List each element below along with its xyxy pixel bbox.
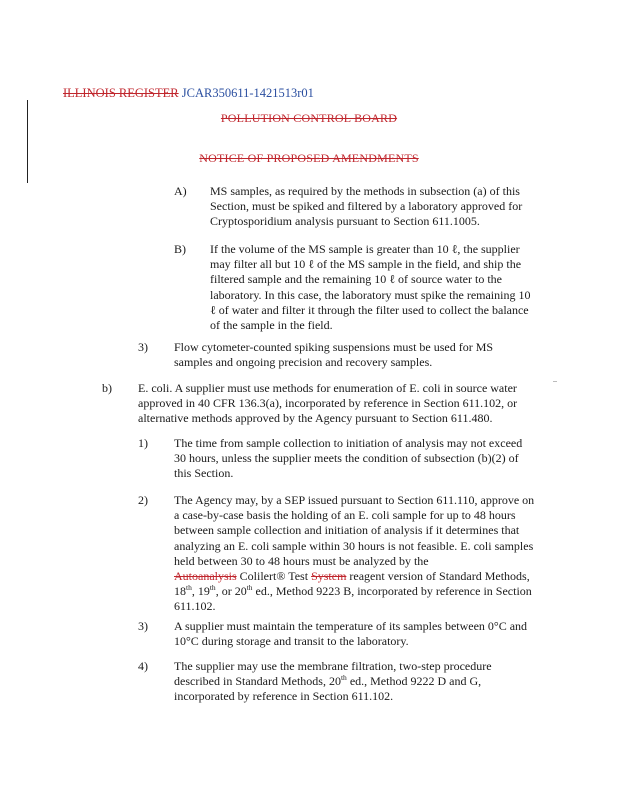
item-label: 2) <box>138 493 148 507</box>
item-b-text: If the volume of the MS sample is greater than 10 ℓ, the supplier may filter all but 10 ℓ of the MS sample in the field, and ship the filtered sample and the remaining 10 ℓ of source water to the laboratory. In this case, the laboratory must spike the remaining 10 ℓ of water and filter it through the filter used to collect the balance of the sample in the field. <box>210 242 531 333</box>
item-b4-text <box>174 659 504 705</box>
ordinal-suffix: th <box>340 673 347 683</box>
item-b3-text: A supplier must maintain the temperature of its samples between 0°C and 10°C during storage and transit to the laboratory. <box>174 619 528 649</box>
item-label: 1) <box>138 436 148 450</box>
b2-body: The Agency may, by a SEP issued pursuant to Section 611.110, approve on a case-by-case basis the holding of an E. coli sample for up to 48 hours between sample collection and initiation of analysis if it determines that analyzing an E. coli sample within 30 hours is not feasible. E. coli samples held between 30 to 48 hours must be analyzed by the <box>174 493 535 568</box>
register-name: ILLINOIS REGISTER <box>63 86 179 100</box>
item-b-ecoli-text: E. coli. A supplier must use methods for enumeration of E. coli in source water approved in 40 CFR 136.3(a), incorporated by reference in Section 611.102, or alternative methods approved by the Agency pursuant to Section 611.480. <box>138 381 518 426</box>
b4-body: The supplier may use the membrane filtration, two-step procedure described in Standard Methods, 20 <box>174 659 492 689</box>
item-label: b) <box>102 381 112 395</box>
edition-19: 19 <box>197 584 210 599</box>
b4-method: ed., Method 9222 D and G, incorporated by reference in Section 611.102. <box>174 674 482 704</box>
item-b2-text: The Agency may, by a SEP issued pursuant to Section 611.110, approve on a case-by-case basis the holding of an E. coli sample for up to 48 hours between sample collection and initiation of analysis if it determines that analyzing an E. coli sample within 30 hours is not feasible. E. coli samples held between 30 to 48 hours must be analyzed by the Autoanalysis Colilert® Test System reagent version of Standard Methods, 18th, 19th, or 20th ed., Method 9223 B, incorporated by reference in Section 611.102. <box>174 493 535 614</box>
item-label: 3) <box>138 619 148 633</box>
jcar-code: JCAR350611-1421513r01 <box>181 86 314 100</box>
item-label: A) <box>174 184 187 198</box>
item-label: 4) <box>138 659 148 673</box>
ordinal-suffix: th <box>186 583 192 593</box>
ordinal-suffix: th <box>246 583 253 593</box>
item-a-text: MS samples, as required by the methods in subsection (a) of this Section, must be spiked and filtered by a laboratory approved for Cryptosporidium analysis pursuant to Section 611.1005. <box>210 184 523 229</box>
ordinal-suffix: th <box>209 583 216 593</box>
item-b1-text: The time from sample collection to initiation of analysis may not exceed 30 hours, unless the supplier meets the condition of subsection (b)(2) of this Section. <box>174 436 523 481</box>
board-title: POLLUTION CONTROL BOARD <box>220 111 398 125</box>
b2-colilert: Colilert® Test <box>239 569 309 584</box>
b2-reagent: reagent version of Standard Methods, <box>349 569 530 584</box>
item-3-text: Flow cytometer-counted spiking suspensions must be used for MS samples and ongoing precision and recovery samples. <box>174 340 494 370</box>
margin-mark <box>553 381 557 382</box>
register-header <box>63 86 314 101</box>
item-label: 3) <box>138 340 148 354</box>
notice-title: NOTICE OF PROPOSED AMENDMENTS <box>199 151 419 165</box>
edition-20: 20 <box>234 584 247 599</box>
item-label: B) <box>174 242 186 256</box>
struck-autoanalysis: Autoanalysis <box>174 569 237 584</box>
b2-method: ed., Method 9223 B, incorporated by reference in Section 611.102. <box>174 584 532 614</box>
edition-18: 18 <box>174 584 186 599</box>
struck-system: System <box>311 569 347 584</box>
